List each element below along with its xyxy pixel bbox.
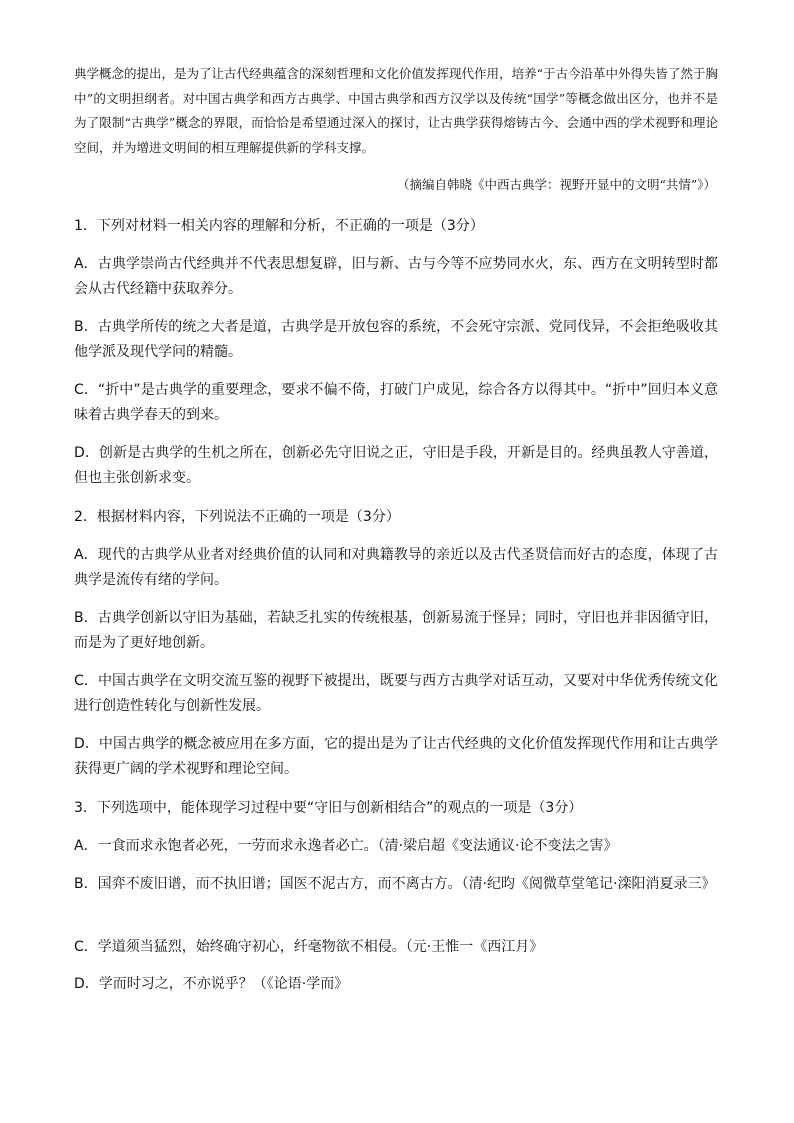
question-3-option-c: C．学道须当猛烈，始终确守初心，纤毫物欲不相侵。（元·王惟一《西江月》 [74,939,544,955]
question-3-option-d: D．学而时习之，不亦说乎？（《论语·学而》 [74,976,349,992]
passage-source-citation: （摘编自韩晓《中西古典学：视野开显中的文明“共情”》） [396,177,716,192]
question-2-option-a: A．现代的古典学从业者对经典价值的认同和对典籍教导的亲近以及古代圣贤信而好古的态度，体现了古典学是流传有绪的学问。 [74,547,718,588]
question-2-option-d: D．中国古典学的概念被应用在多方面，它的提出是为了让古代经典的文化价值发挥现代作用和让古典学获得更广阔的学术视野和理论空间。 [74,736,718,777]
question-1-option-b: B．古典学所传的统之大者是道，古典学是开放包容的系统，不会死守宗派、党同伐异，不会拒绝吸收其他学派及现代学问的精髓。 [74,319,718,360]
question-1-option-c: C．“折中”是古典学的重要理念，要求不偏不倚，打破门户成见，综合各方以得其中。“折中”回归本义意味着古典学春天的到来。 [74,382,718,423]
passage-paragraph: 典学概念的提出，是为了让古代经典蕴含的深刻哲理和文化价值发挥现代作用，培养“于古今沿革中外得失皆了然于胸中”的文明担纲者。对中国古典学和西方古典学、中国古典学和西方汉学以及传统“国学”等概念做出区分，也并不是为了限制“古典学”概念的界限，而恰恰是希望通过深入的探讨，让古典学获得熔铸古今、会通中西的学术视野和理论空间，并为增进文明间的相互理解提供新的学科支撑。 [74,66,718,155]
question-3-option-b: B．国弈不废旧谱，而不执旧谱；国医不泥古方，而不离古方。（清·纪昀《阅微草堂笔记·滦阳消夏录三》 [74,876,716,892]
question-1-stem: 1．下列对材料一相关内容的理解和分析，不正确的一项是（3分） [74,218,484,234]
question-1-option-d: D．创新是古典学的生机之所在，创新必先守旧说之正，守旧是手段，开新是目的。经典虽教人守善道，但也主张创新求变。 [74,445,718,486]
question-2-stem: 2．根据材料内容，下列说法不正确的一项是（3分） [74,509,400,525]
question-3-stem: 3．下列选项中，能体现学习过程中要“守旧与创新相结合”的观点的一项是（3分） [74,800,583,816]
question-1-option-a: A．古典学崇尚古代经典并不代表思想复辟，旧与新、古与今等不应势同水火，东、西方在文明转型时都会从古代经籍中获取养分。 [74,256,718,297]
question-2-option-b: B．古典学创新以守旧为基础，若缺乏扎实的传统根基，创新易流于怪异；同时，守旧也并非因循守旧，而是为了更好地创新。 [74,610,718,651]
question-3-option-a: A．一食而求永饱者必死，一劳而求永逸者必亡。（清·梁启超《变法通议·论不变法之害》 [74,838,618,854]
question-2-option-c: C．中国古典学在文明交流互鉴的视野下被提出，既要与西方古典学对话互动，又要对中华优秀传统文化进行创造性转化与创新性发展。 [74,673,718,714]
